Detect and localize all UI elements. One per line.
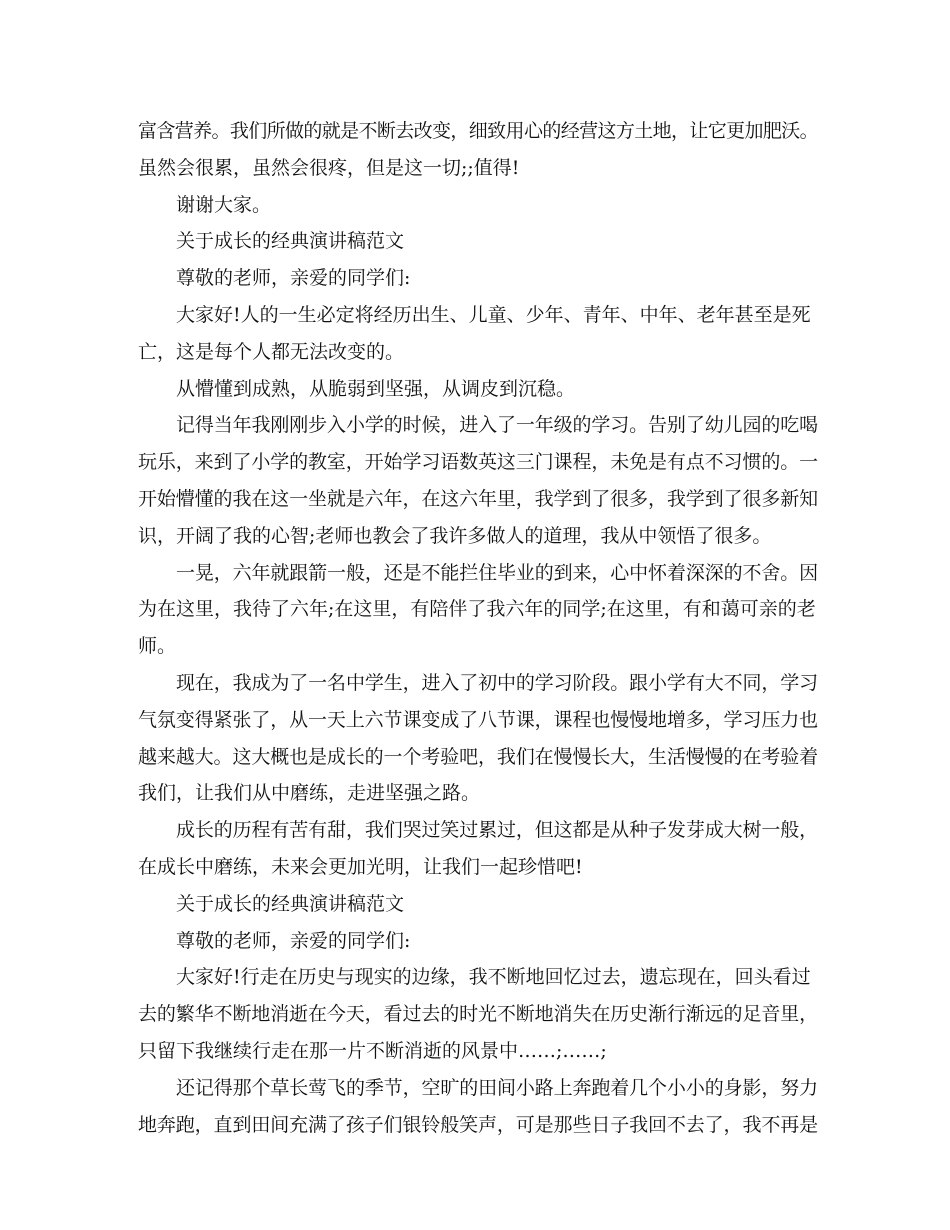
text-line: 为在这里，我待了六年;在这里，有陪伴了我六年的同学;在这里，有和蔼可亲的老 [138,598,816,621]
text-line: 富含营养。我们所做的就是不断去改变，细致用心的经营这方土地，让它更加肥沃。 [138,120,818,142]
text-line: 我们，让我们从中磨练，走进坚强之路。 [138,782,481,805]
text-line: 气氛变得紧张了，从一天上六节课变成了八节课，课程也慢慢地增多，学习压力也 [138,708,819,731]
text-line: 大家好!人的一生必定将经历出生、儿童、少年、青年、中年、老年甚至是死 [176,303,811,326]
text-line: 地奔跑，直到田间充满了孩子们银铃般笑声，可是那些日子我回不去了，我不再是 [138,1113,819,1136]
document-body [138,113,818,1143]
text-line: 师。 [138,635,177,658]
text-line: 识，开阔了我的心智;老师也教会了我许多做人的道理，我从中领悟了很多。 [138,524,772,547]
text-line: 玩乐，来到了小学的教室，开始学习语数英这三门课程，未免是有点不习惯的。一 [138,451,819,474]
text-line: 现在，我成为了一名中学生，进入了初中的学习阶段。跟小学有大不同，学习 [176,671,818,694]
text-line: 大家好!行走在历史与现实的边缘，我不断地回忆过去，遗忘现在，回头看过 [176,966,811,989]
text-line: 关于成长的经典演讲稿范文 [176,892,405,915]
text-line: 去的繁华不断地消逝在今天，看过去的时光不断地消失在历史渐行渐远的足音里， [138,1003,819,1026]
text-line: 亡，这是每个人都无法改变的。 [138,340,405,363]
text-line: 虽然会很累，虽然会很疼，但是这一切;;值得! [138,156,520,179]
text-line: 谢谢大家。 [176,193,272,216]
text-line: 越来越大。这大概也是成长的一个考验吧，我们在慢慢长大，生活慢慢的在考验着 [138,745,819,768]
text-line: 一晃，六年就跟箭一般，还是不能拦住毕业的到来，心中怀着深深的不舍。因 [176,561,818,584]
text-line: 关于成长的经典演讲稿范文 [176,230,405,253]
text-line: 尊敬的老师，亲爱的同学们: [176,267,411,290]
text-line: 还记得那个草长莺飞的季节，空旷的田间小路上奔跑着几个小小的身影，努力 [176,1076,818,1099]
text-line: 尊敬的老师，亲爱的同学们: [176,929,411,952]
text-line: 从懵懂到成熟，从脆弱到坚强，从调皮到沉稳。 [176,377,576,400]
text-line: 成长的历程有苦有甜，我们哭过笑过累过，但这都是从种子发芽成大树一般， [176,819,818,842]
text-line: 记得当年我刚刚步入小学的时候，进入了一年级的学习。告别了幼儿园的吃喝 [176,414,818,437]
text-line: 在成长中磨练，未来会更加光明，让我们一起珍惜吧! [138,855,583,878]
text-line: 只留下我继续行走在那一片不断消逝的风景中……;……; [138,1039,607,1062]
text-line: 开始懵懂的我在这一坐就是六年，在这六年里，我学到了很多，我学到了很多新知 [138,487,819,510]
